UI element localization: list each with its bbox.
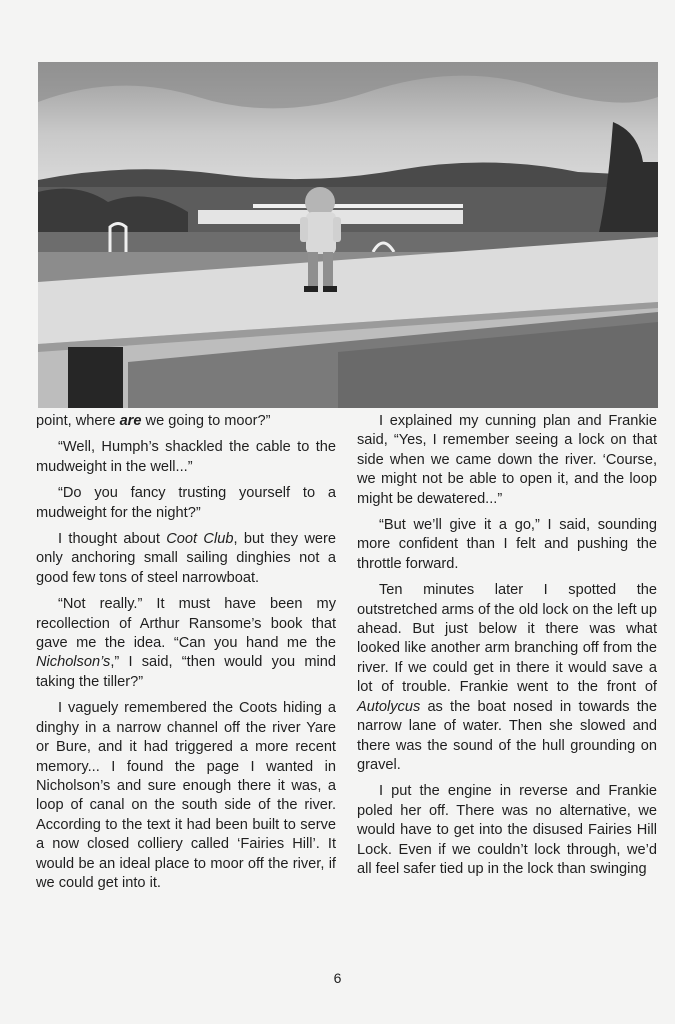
paragraph: Ten minutes later I spotted the outstretched arms of the old lock on the left up ahead. But just below it there was what looked like another arm branching off from the river. If we could get in there it would save a lot of trouble. Frankie went to the front of Autolycus as the boat nosed in towards the narrow lane of water. Then she slowed and there was the sound of the hull grounding on gravel.	[357, 582, 657, 773]
paragraph: I vaguely remembered the Coots hiding a dinghy in a narrow channel off the river Yare or Bure, and it had triggered a more recent memory... I found the page I wanted in Nicholson’s and sure enough there it was, a loop of canal on the south side of the river. According to the text it had been built to serve a now closed colliery called ‘Fairies Hill’. It would be an ideal place to moor off the river, if we could get into it.	[36, 700, 336, 891]
paragraph: I explained my cunning plan and Frankie said, “Yes, I remember seeing a lock on that side when we came down the river. ‘Course, we might not be able to open it, and the loop might be dewatered...”	[357, 413, 657, 507]
paragraph: I thought about Coot Club, but they were only anchoring small sailing dinghies not a good few tons of steel narrowboat.	[36, 531, 336, 586]
lock-photo-illustration	[38, 62, 658, 408]
gate-rail	[253, 204, 463, 208]
paragraph: I put the engine in reverse and Frankie poled her off. There was no alternative, we would have to get into the disused Fairies Hill Lock. Even if we couldn’t lock through, we’d all feel safer tied up in the lock than swinging	[357, 783, 657, 877]
left-column	[36, 412, 336, 900]
paragraph: “Not really.” It must have been my recollection of Arthur Ransome’s book that gave me the idea. “Can you hand me the Nicholson’s,” I said, “then would you mind taking the tiller?”	[36, 596, 336, 690]
lock-photo	[38, 62, 658, 408]
paragraph: “Well, Humph’s shackled the cable to the mudweight in the well...”	[36, 439, 336, 475]
beam-post	[68, 347, 123, 408]
paragraph: “Do you fancy trusting yourself to a mudweight for the night?”	[36, 485, 336, 521]
paragraph: point, where are we going to moor?”	[36, 413, 271, 429]
page-number: 6	[333, 970, 342, 986]
right-column	[357, 412, 657, 886]
paragraph: “But we’ll give it a go,” I said, sounding more confident than I felt and pushing the throttle forward.	[357, 517, 657, 572]
